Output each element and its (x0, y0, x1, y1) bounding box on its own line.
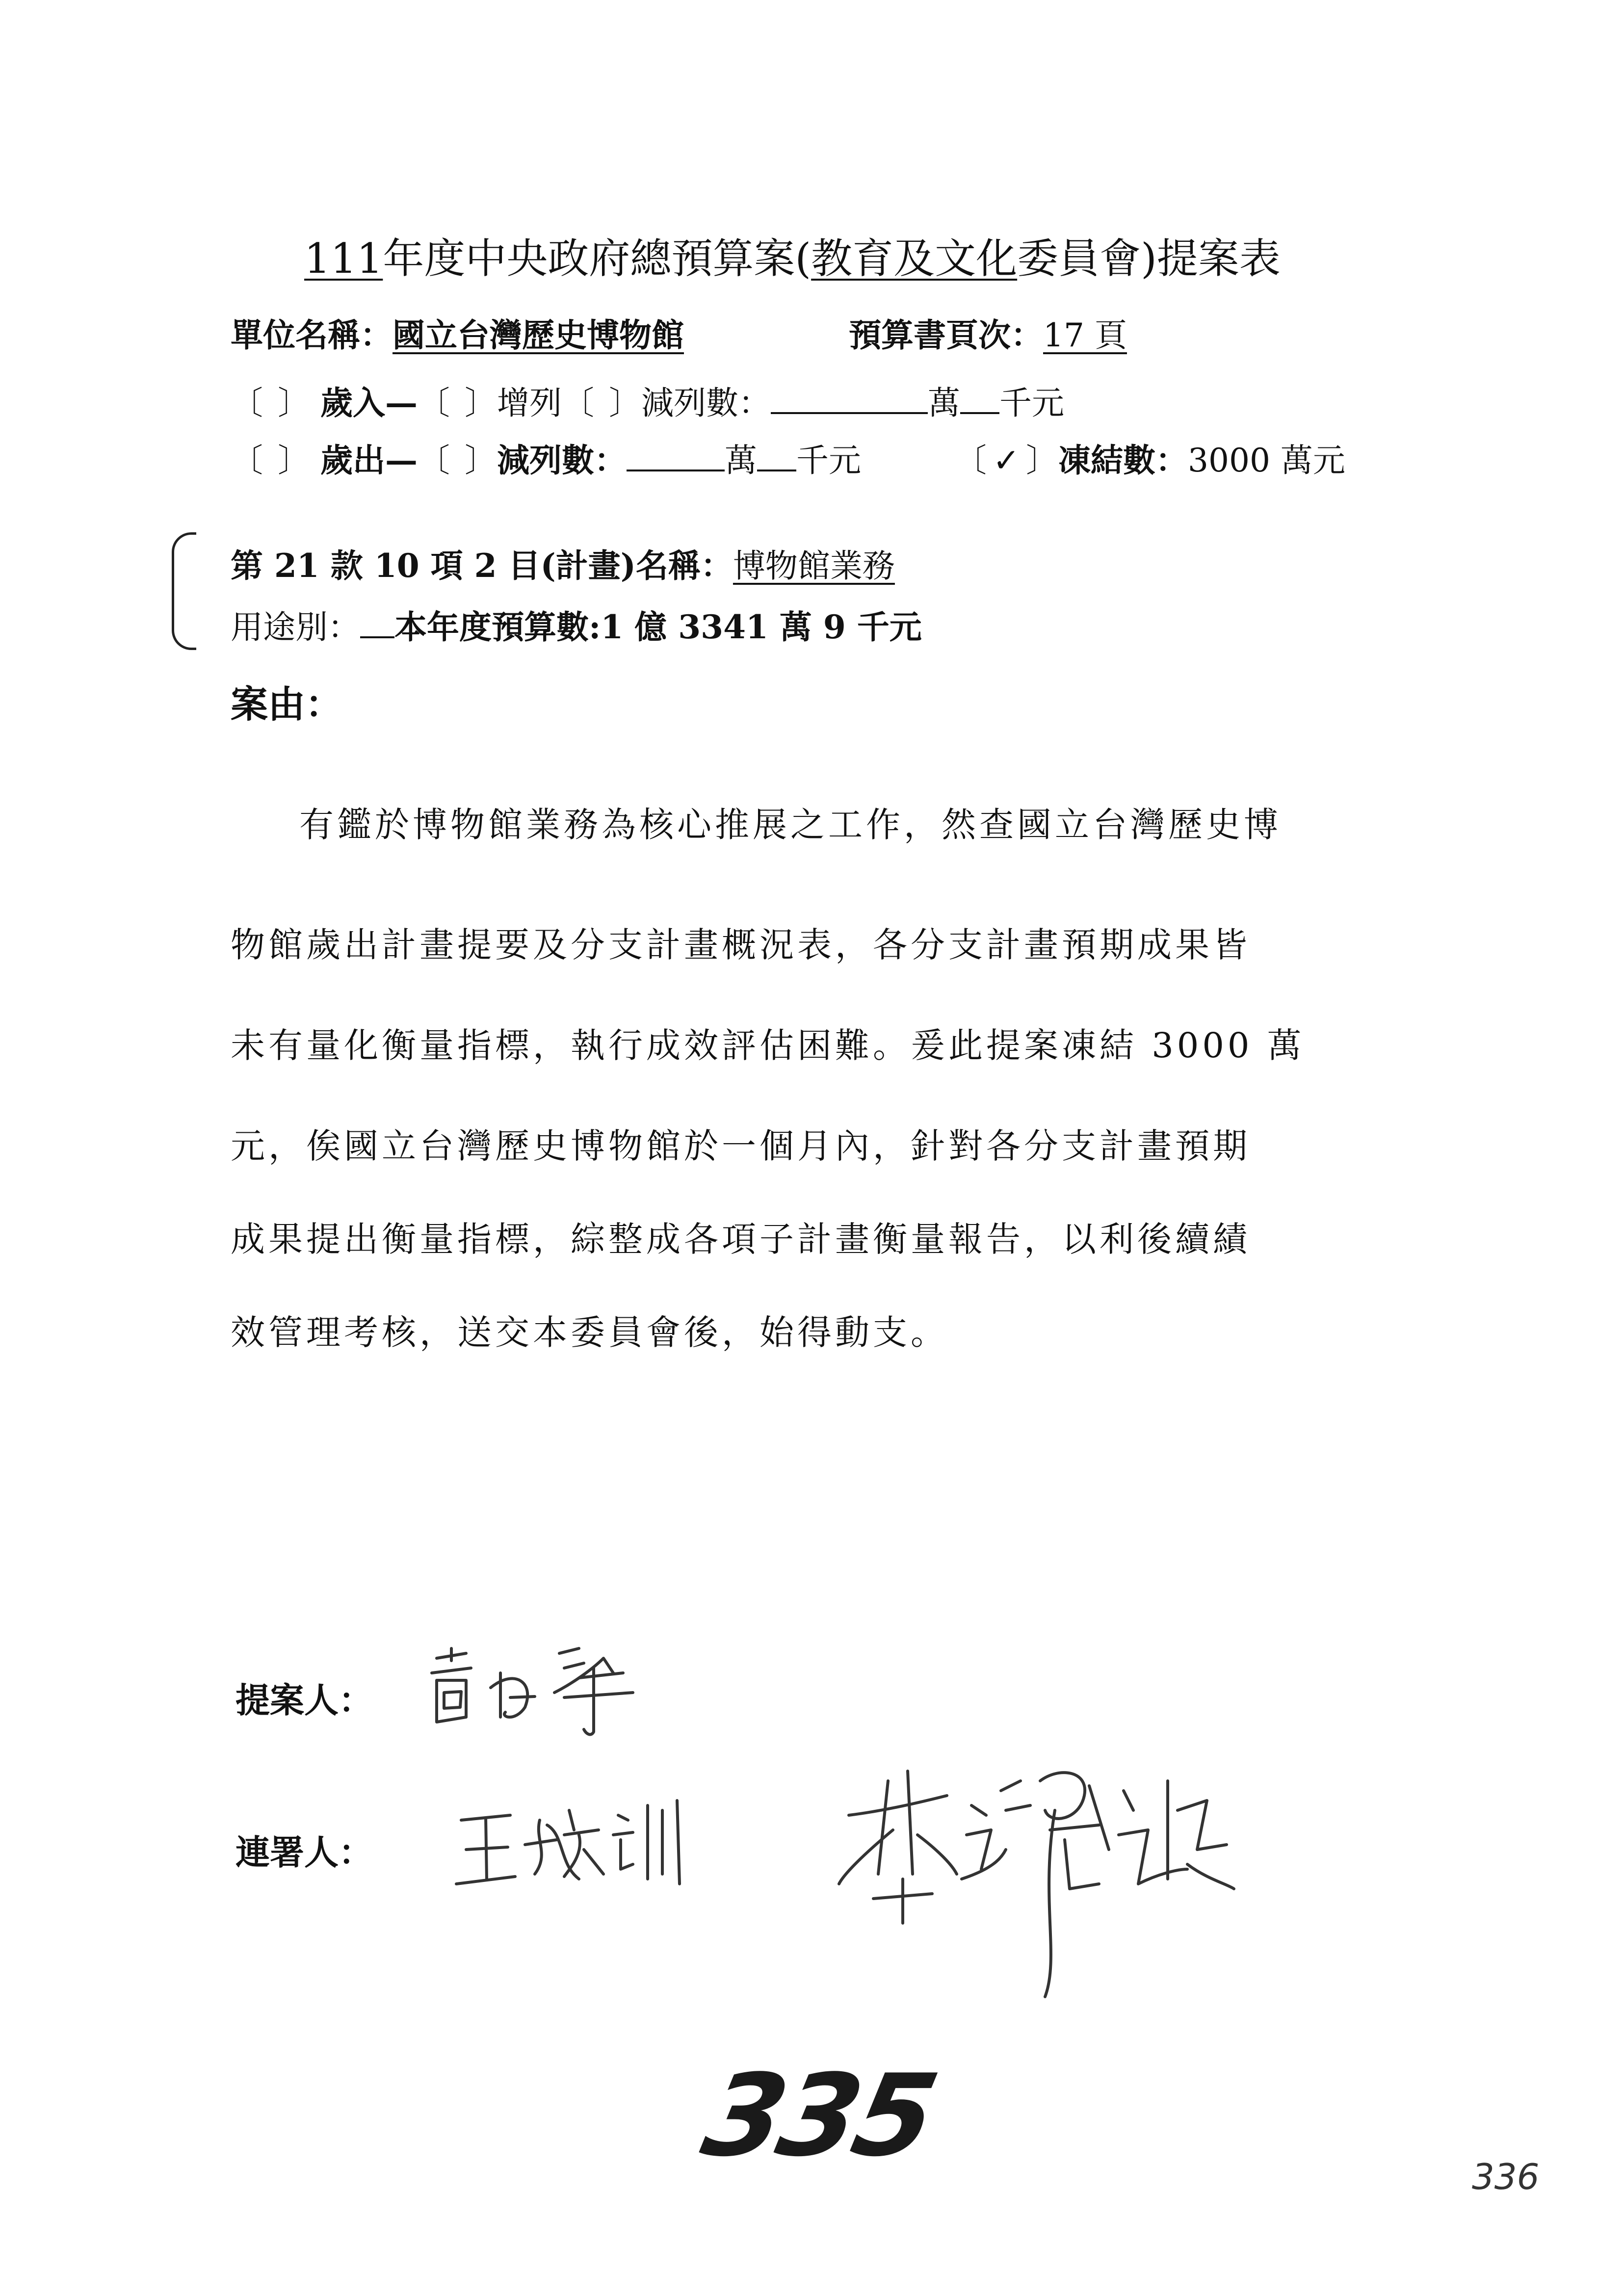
revenue-wan: 萬 (927, 384, 960, 422)
revenue-wan-blank (771, 383, 928, 414)
revenue-qianyuan: 千元 (999, 384, 1064, 422)
freeze-bracket-open: 〔 (954, 442, 987, 479)
purpose-label: 用途別： (231, 608, 360, 646)
cosigner-signature (451, 1791, 707, 1904)
reason-line: 成果提出衡量指標，綜整成各項子計畫衡量報告，以利後續績 (231, 1219, 1251, 1259)
corner-page-number: 336 (1472, 2156, 1540, 2197)
revenue-bracket-close: 〕 (278, 384, 310, 422)
expenditure-row (231, 434, 1345, 481)
exp-qianyuan: 千元 (796, 442, 861, 479)
add-label: 增列 (497, 384, 562, 422)
reason-label: 案由： (231, 682, 342, 726)
reason-line: 物館歲出計畫提要及分支計畫概況表，各分支計畫預期成果皆 (231, 925, 1251, 965)
reduce-bracket-close: 〕 (608, 384, 641, 422)
freeze-label: 凍結數： (1058, 441, 1188, 479)
purpose-blank (360, 607, 394, 638)
reason-line: 未有量化衡量指標，執行成效評估困難。爰此提案凍結 3000 萬 (231, 1025, 1305, 1066)
add-bracket-open: 〔 (417, 384, 450, 422)
reduce-bracket-open: 〔 (561, 384, 594, 422)
revenue-row (231, 377, 1064, 423)
reason-line: 效管理考核，送交本委員會後，始得動支。 (231, 1312, 948, 1353)
proposer-signature (417, 1639, 653, 1737)
exp-bracket-close: 〕 (278, 442, 310, 479)
revenue-qian-blank (960, 383, 999, 414)
page-label: 預算書頁次： (849, 316, 1043, 354)
exp-reduce-bracket-open: 〔 (417, 442, 450, 479)
title-prefix: 年度中央政府總預算案( (383, 235, 812, 283)
freeze-value: 3000 萬元 (1187, 442, 1345, 479)
page-value: 17 頁 (1043, 316, 1127, 354)
revenue-bracket-open: 〔 (231, 384, 263, 422)
revenue-label: 歲入— (320, 384, 418, 422)
exp-reduce-label: 減列數： (497, 441, 627, 479)
reason-line: 有鑑於博物館業務為核心推展之工作，然查國立台灣歷史博 (299, 805, 1282, 845)
program-bracket (172, 532, 196, 650)
exp-reduce-bracket-close: 〕 (464, 442, 497, 479)
budget-amount: 本年度預算數:1 億 3341 萬 9 千元 (394, 608, 922, 646)
exp-bracket-open: 〔 (231, 442, 263, 479)
reason-line: 元，俟國立台灣歷史博物館於一個月內，針對各分支計畫預期 (231, 1126, 1251, 1166)
add-bracket-close: 〕 (464, 384, 497, 422)
unit-name: 國立台灣歷史博物館 (393, 316, 684, 354)
program-row (231, 540, 895, 586)
program-label: 第 21 款 10 項 2 目(計畫)名稱： (231, 547, 733, 585)
title-year: 111 (304, 235, 383, 283)
unit-row (231, 309, 1127, 356)
cosigner-label: 連署人： (236, 1832, 373, 1873)
unit-label: 單位名稱： (231, 316, 393, 354)
form-title (304, 226, 1281, 285)
freeze-bracket-close: 〕 (1025, 442, 1058, 479)
exp-qian-blank (757, 440, 796, 471)
freeze-checkmark-icon: ✓ (993, 442, 1020, 479)
cosigner-signature (834, 1751, 1236, 2007)
purpose-row (231, 601, 922, 648)
title-suffix: 委員會)提案表 (1017, 235, 1281, 283)
proposer-label: 提案人： (236, 1680, 373, 1721)
program-name: 博物館業務 (733, 547, 895, 585)
handwritten-page-number: 335 (692, 2051, 944, 2182)
title-committee: 教育及文化 (811, 235, 1018, 283)
exp-wan-blank (627, 440, 725, 471)
expenditure-label: 歲出— (320, 441, 418, 479)
revenue-reduce-label: 減列數： (641, 384, 771, 422)
exp-wan: 萬 (724, 442, 757, 479)
